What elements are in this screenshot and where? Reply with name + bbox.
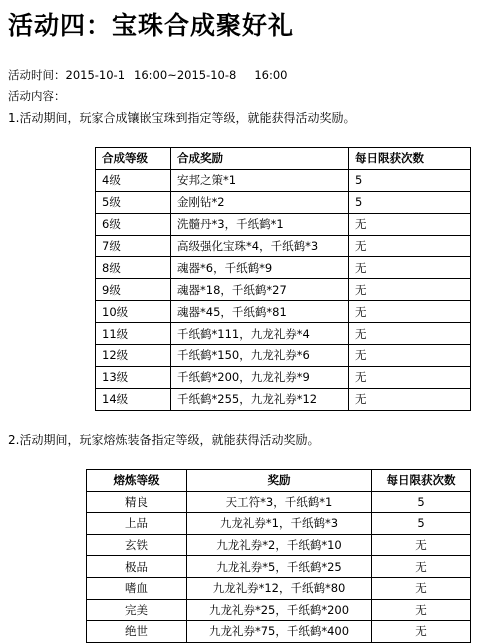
table-cell: 魂器*6，千纸鹤*9: [171, 257, 349, 279]
table-row: [96, 213, 471, 235]
table-cell: 九龙礼券*12，千纸鹤*80: [187, 577, 372, 599]
event-start-time: 16:00: [134, 68, 168, 82]
column-header: 合成奖励: [171, 148, 349, 170]
table-row: [87, 556, 471, 578]
table-cell: 九龙礼券*25，千纸鹤*200: [187, 599, 372, 621]
table-cell: 九龙礼券*1，千纸鹤*3: [187, 513, 372, 535]
table-row: [96, 279, 471, 301]
table-cell: 12级: [96, 345, 171, 367]
table-cell: 13级: [96, 366, 171, 388]
table-cell: 安邦之策*1: [171, 169, 349, 191]
table-row: [96, 301, 471, 323]
table-cell: 千纸鹤*150，九龙礼券*6: [171, 345, 349, 367]
table-row: [96, 388, 471, 410]
column-header: 每日限获次数: [372, 470, 471, 492]
table-cell: 7级: [96, 235, 171, 257]
table-cell: 无: [349, 388, 471, 410]
table-row: [87, 577, 471, 599]
table-row: [96, 345, 471, 367]
table-cell: 洗髓丹*3，千纸鹤*1: [171, 213, 349, 235]
table-row: [96, 235, 471, 257]
table-row: [96, 366, 471, 388]
intro-paragraph-2: 2.活动期间，玩家熔炼装备指定等级，就能获得活动奖励。: [8, 433, 320, 447]
intro-paragraph-1: 1.活动期间，玩家合成镶嵌宝珠到指定等级，就能获得活动奖励。: [8, 111, 356, 125]
table-cell: 无: [372, 599, 471, 621]
table-row: [87, 534, 471, 556]
table-row: [96, 191, 471, 213]
table-cell: 玄铁: [87, 534, 187, 556]
table-cell: 无: [349, 301, 471, 323]
table-cell: 千纸鹤*255，九龙礼券*12: [171, 388, 349, 410]
table-cell: 九龙礼券*2，千纸鹤*10: [187, 534, 372, 556]
table-cell: 九龙礼券*5，千纸鹤*25: [187, 556, 372, 578]
table-cell: 天工符*3，千纸鹤*1: [187, 491, 372, 513]
column-header: 熔炼等级: [87, 470, 187, 492]
table-header-row: [96, 148, 471, 170]
column-header: 每日限获次数: [349, 148, 471, 170]
table-cell: 无: [372, 577, 471, 599]
table-cell: 千纸鹤*111，九龙礼券*4: [171, 323, 349, 345]
table-row: [96, 323, 471, 345]
table-cell: 5: [349, 169, 471, 191]
table-cell: 4级: [96, 169, 171, 191]
table-cell: 无: [349, 345, 471, 367]
table-row: [87, 513, 471, 535]
table-cell: 无: [372, 556, 471, 578]
table-cell: 绝世: [87, 621, 187, 643]
table-cell: 九龙礼券*75，千纸鹤*400: [187, 621, 372, 643]
column-header: 合成等级: [96, 148, 171, 170]
table-cell: 嗜血: [87, 577, 187, 599]
event-time: [8, 67, 288, 83]
smelt-reward-table: [86, 469, 471, 643]
table-cell: 5: [372, 491, 471, 513]
table-cell: 金刚钻*2: [171, 191, 349, 213]
event-end-time: 16:00: [254, 68, 288, 82]
table-cell: 魂器*18，千纸鹤*27: [171, 279, 349, 301]
table-cell: 无: [349, 366, 471, 388]
column-header: 奖励: [187, 470, 372, 492]
table-row: [87, 621, 471, 643]
table-cell: 无: [349, 235, 471, 257]
merge-reward-table: [95, 147, 471, 411]
table-row: [96, 169, 471, 191]
table-cell: 上品: [87, 513, 187, 535]
table-cell: 极品: [87, 556, 187, 578]
table-cell: 精良: [87, 491, 187, 513]
table-row: [87, 491, 471, 513]
event-time-label: 活动时间：: [8, 68, 66, 82]
table-cell: 5: [372, 513, 471, 535]
table-cell: 8级: [96, 257, 171, 279]
table-header-row: [87, 470, 471, 492]
table-cell: 高级强化宝珠*4，千纸鹤*3: [171, 235, 349, 257]
table-cell: 无: [349, 279, 471, 301]
event-start-date: 2015-10-1: [65, 68, 126, 82]
table-cell: 5级: [96, 191, 171, 213]
table-cell: 9级: [96, 279, 171, 301]
table-cell: 无: [372, 534, 471, 556]
table-cell: 完美: [87, 599, 187, 621]
table-cell: 魂器*45，千纸鹤*81: [171, 301, 349, 323]
table-cell: 14级: [96, 388, 171, 410]
table-row: [87, 599, 471, 621]
table-row: [96, 257, 471, 279]
table-cell: 6级: [96, 213, 171, 235]
table-cell: 无: [349, 213, 471, 235]
table-cell: 无: [372, 621, 471, 643]
table-cell: 千纸鹤*200，九龙礼券*9: [171, 366, 349, 388]
table-cell: 10级: [96, 301, 171, 323]
event-end-date: 2015-10-8: [176, 68, 237, 82]
event-content-label: 活动内容：: [8, 89, 66, 103]
table-cell: 无: [349, 257, 471, 279]
table-cell: 5: [349, 191, 471, 213]
table-cell: 11级: [96, 323, 171, 345]
table-cell: 无: [349, 323, 471, 345]
page-title: 活动四：宝珠合成聚好礼: [8, 11, 295, 40]
event-time-separator: ~: [167, 68, 177, 82]
